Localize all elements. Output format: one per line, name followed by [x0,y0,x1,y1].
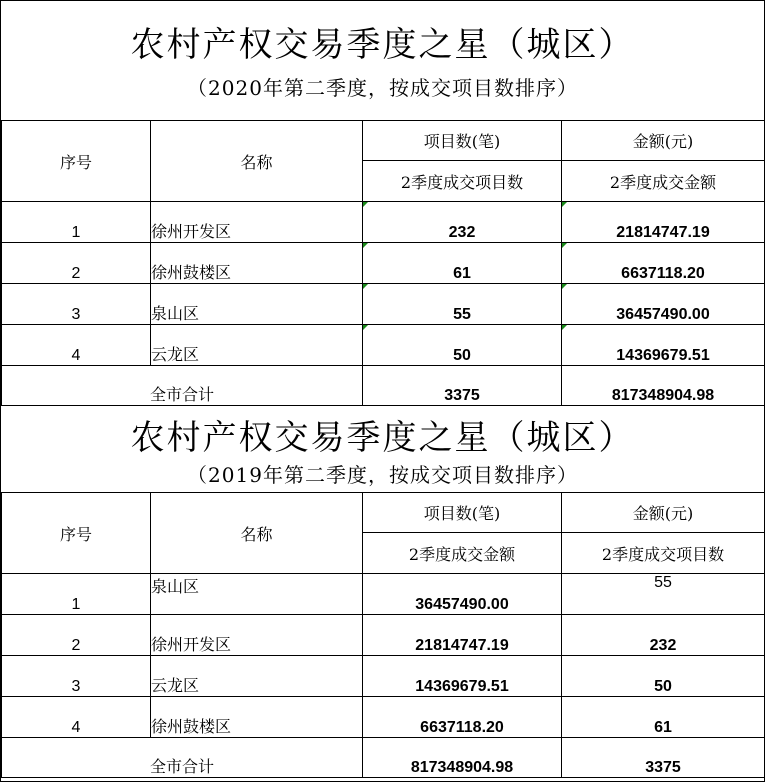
row-count: 61 [562,697,765,738]
row-amount: 6637118.20 [363,697,562,738]
row-amount: 14369679.51 [562,325,765,366]
section-title: 农村产权交易季度之星（城区） [130,25,635,65]
header-col4-sub: 2季度成交金额 [562,161,765,202]
row-index: 2 [2,243,151,284]
section-subtitle: （2020年第二季度，按成交项目数排序） [187,76,578,100]
row-count: 232 [562,615,765,656]
table-row [2,202,765,243]
section-title: 农村产权交易季度之星（城区） [130,418,635,458]
table-row [2,325,765,366]
total-row [2,366,765,406]
table-row [2,697,765,738]
header-amount-group: 金额(元) [562,121,765,161]
header-index: 序号 [2,121,151,202]
row-count: 50 [562,656,765,697]
row-amount: 36457490.00 [363,574,562,615]
table-row [2,243,765,284]
row-name: 云龙区 [151,656,363,697]
row-index: 1 [2,202,151,243]
total-amount: 817348904.98 [363,738,562,778]
row-index: 2 [2,615,151,656]
table-row [2,656,765,697]
row-index: 3 [2,284,151,325]
row-amount: 14369679.51 [363,656,562,697]
row-index: 4 [2,325,151,366]
section-subtitle: （2019年第二季度，按成交项目数排序） [187,463,578,487]
row-name: 徐州开发区 [151,615,363,656]
total-count: 3375 [562,738,765,778]
total-label: 全市合计 [2,738,363,778]
row-name: 徐州开发区 [151,202,363,243]
total-row [2,738,765,778]
header-col3-sub: 2季度成交金额 [363,533,562,574]
total-amount: 817348904.98 [562,366,765,406]
row-count: 50 [363,325,562,366]
total-count: 3375 [363,366,562,406]
table-row [2,615,765,656]
header-count-group: 项目数(笔) [363,493,562,533]
row-count: 55 [562,574,765,615]
table-row [2,574,765,615]
row-amount: 21814747.19 [363,615,562,656]
row-index: 4 [2,697,151,738]
row-name: 泉山区 [151,574,363,615]
row-index: 3 [2,656,151,697]
header-count-group: 项目数(笔) [363,121,562,161]
total-label: 全市合计 [2,366,363,406]
row-count: 61 [363,243,562,284]
row-name: 徐州鼓楼区 [151,697,363,738]
row-count: 232 [363,202,562,243]
row-name: 徐州鼓楼区 [151,243,363,284]
row-amount: 21814747.19 [562,202,765,243]
header-name: 名称 [151,493,363,574]
row-amount: 36457490.00 [562,284,765,325]
header-amount-group: 金额(元) [562,493,765,533]
row-name: 云龙区 [151,325,363,366]
row-index: 1 [2,574,151,615]
row-amount: 6637118.20 [562,243,765,284]
header-name: 名称 [151,121,363,202]
header-col3-sub: 2季度成交项目数 [363,161,562,202]
ranking-table-2020 [1,120,765,406]
ranking-table-2019 [1,492,765,778]
row-count: 55 [363,284,562,325]
row-name: 泉山区 [151,284,363,325]
header-col4-sub: 2季度成交项目数 [562,533,765,574]
table-row [2,284,765,325]
header-index: 序号 [2,493,151,574]
